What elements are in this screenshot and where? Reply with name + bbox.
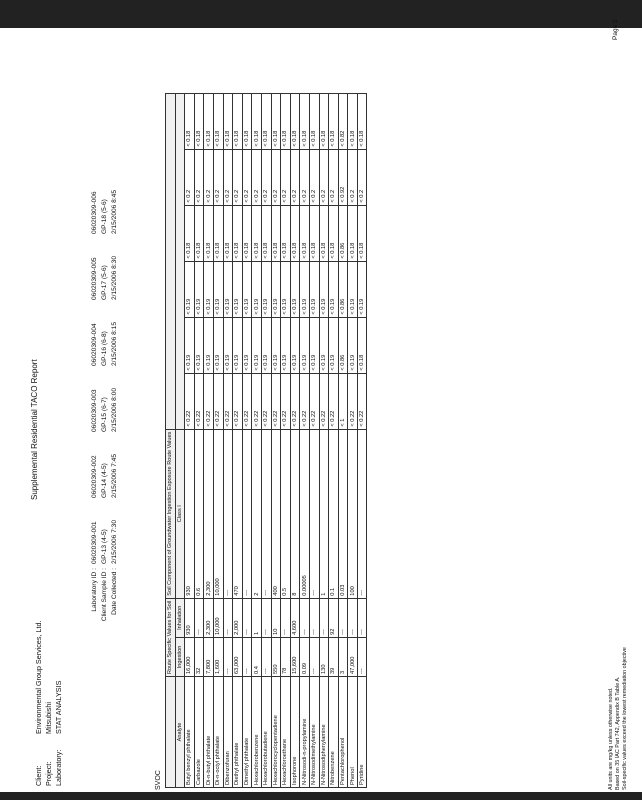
result-cell: < 0.19 — [309, 261, 319, 317]
analyte-cell: Pentachlorophenol — [338, 677, 348, 788]
table-row — [281, 93, 291, 787]
class-i-cell: 8 — [290, 429, 300, 598]
class-i-cell: 2 — [252, 429, 262, 598]
lab-id-value: 06020309-005 — [91, 257, 98, 300]
result-cell: < 0.86 — [338, 317, 348, 373]
ingestion-cell: 78 — [281, 637, 291, 676]
result-cell: < 0.86 — [338, 205, 348, 261]
result-cell: < 0.18 — [357, 93, 367, 149]
client-sample-id-value: GP-14 (4-5) — [101, 463, 108, 498]
result-cell: < 0.19 — [281, 261, 291, 317]
class-i-cell: 0.6 — [194, 429, 204, 598]
inhalation-cell: --- — [281, 598, 291, 637]
result-cell: < 0.19 — [309, 317, 319, 373]
result-cell: < 0.19 — [185, 317, 195, 373]
result-cell: < 0.22 — [233, 373, 243, 429]
result-cell: < 0.2 — [233, 149, 243, 205]
result-cell: < 0.19 — [300, 261, 310, 317]
result-cell: < 0.18 — [290, 93, 300, 149]
table-row — [204, 93, 214, 787]
date-collected-value: 2/15/2006 8:00 — [111, 388, 118, 432]
table-row — [357, 93, 367, 787]
result-cell: < 0.18 — [290, 205, 300, 261]
result-cell: < 0.18 — [348, 93, 358, 149]
inhalation-cell: --- — [348, 598, 358, 637]
inhalation-cell: --- — [223, 598, 233, 637]
result-cell: < 0.22 — [271, 373, 281, 429]
header-inhalation: Inhalation — [175, 598, 185, 637]
result-cell: < 0.18 — [204, 93, 214, 149]
result-cell: < 0.19 — [233, 261, 243, 317]
result-cell: < 0.2 — [242, 149, 252, 205]
result-cell: < 0.18 — [300, 93, 310, 149]
date-collected-value: 2/15/2006 8:15 — [111, 322, 118, 366]
class-i-cell: 400 — [271, 429, 281, 598]
result-cell: < 0.18 — [233, 93, 243, 149]
class-i-cell: --- — [357, 429, 367, 598]
result-cell: < 0.22 — [261, 373, 271, 429]
result-cell: < 0.18 — [204, 205, 214, 261]
result-cell: < 0.19 — [194, 261, 204, 317]
analyte-cell: Isophorone — [290, 677, 300, 788]
result-cell: < 0.19 — [290, 317, 300, 373]
result-cell: < 0.22 — [319, 373, 329, 429]
result-cell: < 0.19 — [357, 261, 367, 317]
result-cell: < 0.18 — [281, 205, 291, 261]
result-cell: < 0.18 — [242, 205, 252, 261]
result-cell: < 0.18 — [348, 205, 358, 261]
result-cell: < 0.19 — [300, 317, 310, 373]
result-cell: < 0.18 — [223, 205, 233, 261]
result-cell: < 0.82 — [338, 93, 348, 149]
ingestion-cell: 32 — [194, 637, 204, 676]
result-cell: < 0.19 — [223, 317, 233, 373]
result-cell: < 0.19 — [271, 317, 281, 373]
result-cell: < 0.19 — [261, 317, 271, 373]
result-cell: < 0.18 — [281, 93, 291, 149]
client-sample-id-value: GP-16 (6-8) — [101, 331, 108, 366]
result-cell: < 0.18 — [223, 93, 233, 149]
result-cell: < 0.22 — [223, 373, 233, 429]
client-sample-id-value: GP-18 (5-6) — [101, 199, 108, 234]
result-cell: < 0.2 — [271, 149, 281, 205]
result-cell: < 0.22 — [213, 373, 223, 429]
inhalation-cell: --- — [338, 598, 348, 637]
result-cell: < 0.19 — [213, 317, 223, 373]
class-i-cell: 2,300 — [204, 429, 214, 598]
analyte-cell: Di-n-octyl phthalate — [213, 677, 223, 788]
ingestion-cell: 130 — [319, 637, 329, 676]
result-cell: < 0.22 — [357, 373, 367, 429]
header-route-specific: Route Specific Values for Soil — [166, 598, 176, 676]
inhalation-cell: 10,000 — [213, 598, 223, 637]
result-cell: < 0.2 — [348, 149, 358, 205]
lab-id-label: Laboratory ID : — [91, 568, 98, 612]
result-cell: < 0.22 — [329, 373, 339, 429]
table-row — [233, 93, 243, 787]
lab-id-value: 06020309-003 — [91, 389, 98, 432]
table-row — [185, 93, 195, 787]
date-collected-value: 2/15/2006 8:45 — [111, 190, 118, 234]
report-title: Supplemental Residential TACO Report — [30, 359, 39, 500]
result-cell: < 0.18 — [357, 317, 367, 373]
class-i-cell: --- — [223, 429, 233, 598]
analyte-cell: N-Nitrosodimethylamine — [309, 677, 319, 788]
inhalation-cell: --- — [319, 598, 329, 637]
project-value: Mitsubishi — [44, 702, 53, 734]
inhalation-cell: 1 — [252, 598, 262, 637]
analyte-cell: Hexachlorocyclopentadiene — [271, 677, 281, 788]
analyte-cell: Hexachlorobenzene — [252, 677, 262, 788]
result-cell: < 0.19 — [204, 261, 214, 317]
result-cell: < 0.2 — [281, 149, 291, 205]
class-i-cell: --- — [309, 429, 319, 598]
client-value: Environmental Group Services, Ltd. — [34, 620, 43, 734]
table-row — [329, 93, 339, 787]
class-i-cell: 100 — [348, 429, 358, 598]
ingestion-cell: --- — [309, 637, 319, 676]
result-cell: < 0.19 — [348, 261, 358, 317]
result-cell: < 0.2 — [252, 149, 262, 205]
result-cell: < 0.18 — [194, 205, 204, 261]
result-cell: < 0.19 — [252, 261, 262, 317]
result-cell: < 0.19 — [223, 261, 233, 317]
class-i-cell: 930 — [185, 429, 195, 598]
result-cell: < 0.18 — [261, 93, 271, 149]
ingestion-cell: 47,000 — [348, 637, 358, 676]
table-row — [261, 93, 271, 787]
result-cell: < 0.19 — [185, 261, 195, 317]
lab-id-value: 06020309-006 — [91, 191, 98, 234]
table-row — [223, 93, 233, 787]
result-cell: < 0.18 — [213, 205, 223, 261]
result-cell: < 0.19 — [213, 261, 223, 317]
note-line: All units are mg/kg unless otherwise noted. — [608, 687, 614, 790]
ingestion-cell: 0.09 — [300, 637, 310, 676]
table-row — [338, 93, 348, 787]
table-row — [290, 93, 300, 787]
ingestion-cell: 550 — [271, 637, 281, 676]
inhalation-cell: 10 — [271, 598, 281, 637]
analyte-cell: Pyridine — [357, 677, 367, 788]
class-i-cell: 0.00005 — [300, 429, 310, 598]
result-cell: < 0.18 — [357, 205, 367, 261]
inhalation-cell: --- — [242, 598, 252, 637]
result-cell: < 0.19 — [194, 317, 204, 373]
result-cell: < 0.2 — [319, 149, 329, 205]
inhalation-cell: --- — [300, 598, 310, 637]
client-sample-id-value: GP-15 (6-7) — [101, 397, 108, 432]
table-row — [300, 93, 310, 787]
client-sample-id-value: GP-17 (5-6) — [101, 265, 108, 300]
date-collected-label: Date Collected : — [111, 568, 118, 615]
inhalation-cell: 92 — [329, 598, 339, 637]
result-cell: < 0.19 — [252, 317, 262, 373]
analyte-cell: Hexachlorobutadiene — [261, 677, 271, 788]
result-cell: < 0.2 — [261, 149, 271, 205]
result-cell: < 0.19 — [319, 317, 329, 373]
section-label: SVOC — [155, 770, 162, 790]
note-line: Based on 35 IAC Part 742, Appendix B Table A. — [615, 676, 621, 790]
result-cell: < 0.22 — [281, 373, 291, 429]
result-cell: < 0.22 — [204, 373, 214, 429]
result-cell: < 0.19 — [271, 261, 281, 317]
result-cell: < 0.2 — [357, 149, 367, 205]
table-row — [252, 93, 262, 787]
sample-info — [90, 168, 120, 650]
class-i-cell: --- — [242, 429, 252, 598]
result-cell: < 0.18 — [185, 205, 195, 261]
table-row — [213, 93, 223, 787]
lab-id-value: 06020309-002 — [91, 455, 98, 498]
result-cell: < 0.18 — [319, 93, 329, 149]
result-cell: < 0.22 — [309, 373, 319, 429]
result-cell: < 0.19 — [329, 317, 339, 373]
header-ingestion: Ingestion — [175, 637, 185, 676]
result-cell: < 0.2 — [290, 149, 300, 205]
header-soil-component: Soil Component of Groundwater Ingestion Exposure Route Values — [166, 429, 176, 598]
result-cell: < 0.22 — [194, 373, 204, 429]
ingestion-cell: --- — [223, 637, 233, 676]
client-label: Client: — [34, 765, 43, 786]
table-row — [319, 93, 329, 787]
class-i-cell: 0.1 — [329, 429, 339, 598]
ingestion-cell: 16,000 — [185, 637, 195, 676]
table-row — [242, 93, 252, 787]
analyte-cell: Diethyl phthalate — [233, 677, 243, 788]
result-cell: < 0.18 — [300, 205, 310, 261]
table-row — [194, 93, 204, 787]
class-i-cell: 1 — [319, 429, 329, 598]
scan-bottom-bar — [0, 792, 642, 800]
result-cell: < 0.18 — [309, 205, 319, 261]
project-label: Project: — [44, 761, 53, 786]
result-cell: < 0.22 — [252, 373, 262, 429]
inhalation-cell: --- — [261, 598, 271, 637]
page-number: Page 5 — [612, 19, 619, 40]
date-collected-value: 2/15/2006 7:30 — [111, 520, 118, 564]
inhalation-cell: 4,600 — [290, 598, 300, 637]
header-class-i: Class I — [175, 429, 185, 598]
result-cell: < 0.18 — [213, 93, 223, 149]
result-cell: < 0.22 — [290, 373, 300, 429]
ingestion-cell: 39 — [329, 637, 339, 676]
result-cell: < 0.19 — [290, 261, 300, 317]
result-cell: < 0.2 — [204, 149, 214, 205]
class-i-cell: --- — [261, 429, 271, 598]
inhalation-cell: --- — [309, 598, 319, 637]
client-block — [34, 621, 64, 786]
result-cell: < 0.18 — [252, 205, 262, 261]
result-cell: < 0.18 — [185, 93, 195, 149]
result-cell: < 0.2 — [329, 149, 339, 205]
result-cell: < 0.19 — [242, 261, 252, 317]
result-cell: < 0.18 — [271, 93, 281, 149]
analyte-cell: Di-n-butyl phthalate — [204, 677, 214, 788]
result-cell: < 0.18 — [309, 93, 319, 149]
header-analyte-label: Analyte — [175, 677, 185, 788]
result-cell: < 0.18 — [233, 205, 243, 261]
inhalation-cell: 2,300 — [204, 598, 214, 637]
table-row — [348, 93, 358, 787]
ingestion-cell: 0.4 — [252, 637, 262, 676]
ingestion-cell: 1,600 — [213, 637, 223, 676]
ingestion-cell: 3 — [338, 637, 348, 676]
analyte-cell: Dibenzofuran — [223, 677, 233, 788]
table-row — [271, 93, 281, 787]
result-cell: < 0.18 — [319, 205, 329, 261]
class-i-cell: 0.03 — [338, 429, 348, 598]
result-cell: < 0.86 — [338, 261, 348, 317]
result-cell: < 0.19 — [233, 317, 243, 373]
result-cell: < 0.19 — [242, 317, 252, 373]
result-cell: < 0.2 — [300, 149, 310, 205]
table-row — [309, 93, 319, 787]
result-cell: < 0.18 — [252, 93, 262, 149]
result-cell: < 0.19 — [348, 317, 358, 373]
analyte-cell: Hexachloroethane — [281, 677, 291, 788]
inhalation-cell: --- — [357, 598, 367, 637]
inhalation-cell: 2,000 — [233, 598, 243, 637]
results-table-body — [185, 93, 367, 787]
client-sample-id-label: Client Sample ID : — [101, 568, 108, 622]
result-cell: < 0.2 — [223, 149, 233, 205]
analyte-cell: N-Nitrosodiphenylamine — [319, 677, 329, 788]
result-cell: < 0.18 — [271, 205, 281, 261]
inhalation-cell: --- — [194, 598, 204, 637]
client-sample-id-value: GP-13 (4-5) — [101, 529, 108, 564]
result-cell: < 0.19 — [281, 317, 291, 373]
ingestion-cell: --- — [357, 637, 367, 676]
result-cell: < 0.22 — [348, 373, 358, 429]
result-cell: < 0.18 — [329, 93, 339, 149]
ingestion-cell: --- — [242, 637, 252, 676]
result-cell: < 0.18 — [261, 205, 271, 261]
result-cell: < 1 — [338, 373, 348, 429]
result-cell: < 0.19 — [204, 317, 214, 373]
result-cell: < 0.19 — [261, 261, 271, 317]
result-cell: < 0.18 — [242, 93, 252, 149]
class-i-cell: 0.5 — [281, 429, 291, 598]
result-cell: < 0.19 — [319, 261, 329, 317]
analyte-cell: Carbazole — [194, 677, 204, 788]
analyte-cell: Butyl benzyl phthalate — [185, 677, 195, 788]
date-collected-value: 2/15/2006 7:45 — [111, 454, 118, 498]
results-table — [165, 93, 367, 788]
notes — [608, 647, 629, 790]
ingestion-cell: --- — [261, 637, 271, 676]
result-cell: < 0.2 — [194, 149, 204, 205]
ingestion-cell: 15,600 — [290, 637, 300, 676]
result-cell: < 0.18 — [194, 93, 204, 149]
result-cell: < 0.92 — [338, 149, 348, 205]
analyte-cell: Phenol — [348, 677, 358, 788]
result-cell: < 0.19 — [329, 261, 339, 317]
result-cell: < 0.2 — [185, 149, 195, 205]
class-i-cell: 10,000 — [213, 429, 223, 598]
result-cell: < 0.2 — [213, 149, 223, 205]
note-line: Soil-specific values exceed the lowest remediation objective — [622, 647, 628, 790]
analyte-cell: N-Nitrosodi-n-propylamine — [300, 677, 310, 788]
result-cell: < 0.22 — [185, 373, 195, 429]
analyte-cell: Dimethyl phthalate — [242, 677, 252, 788]
result-cell: < 0.22 — [300, 373, 310, 429]
lab-id-value: 06020309-004 — [91, 323, 98, 366]
result-cell: < 0.22 — [242, 373, 252, 429]
result-cell: < 0.18 — [329, 205, 339, 261]
laboratory-label: Laboratory: — [54, 749, 63, 786]
ingestion-cell: 63,000 — [233, 637, 243, 676]
header-analyte — [166, 677, 176, 788]
result-cell: < 0.2 — [309, 149, 319, 205]
ingestion-cell: 7,800 — [204, 637, 214, 676]
laboratory-value: STAT ANALYSIS — [54, 680, 63, 734]
date-collected-value: 2/15/2006 8:30 — [111, 256, 118, 300]
lab-id-value: 06020309-001 — [91, 521, 98, 564]
inhalation-cell: 930 — [185, 598, 195, 637]
analyte-cell: Nitrobenzene — [329, 677, 339, 788]
class-i-cell: 470 — [233, 429, 243, 598]
